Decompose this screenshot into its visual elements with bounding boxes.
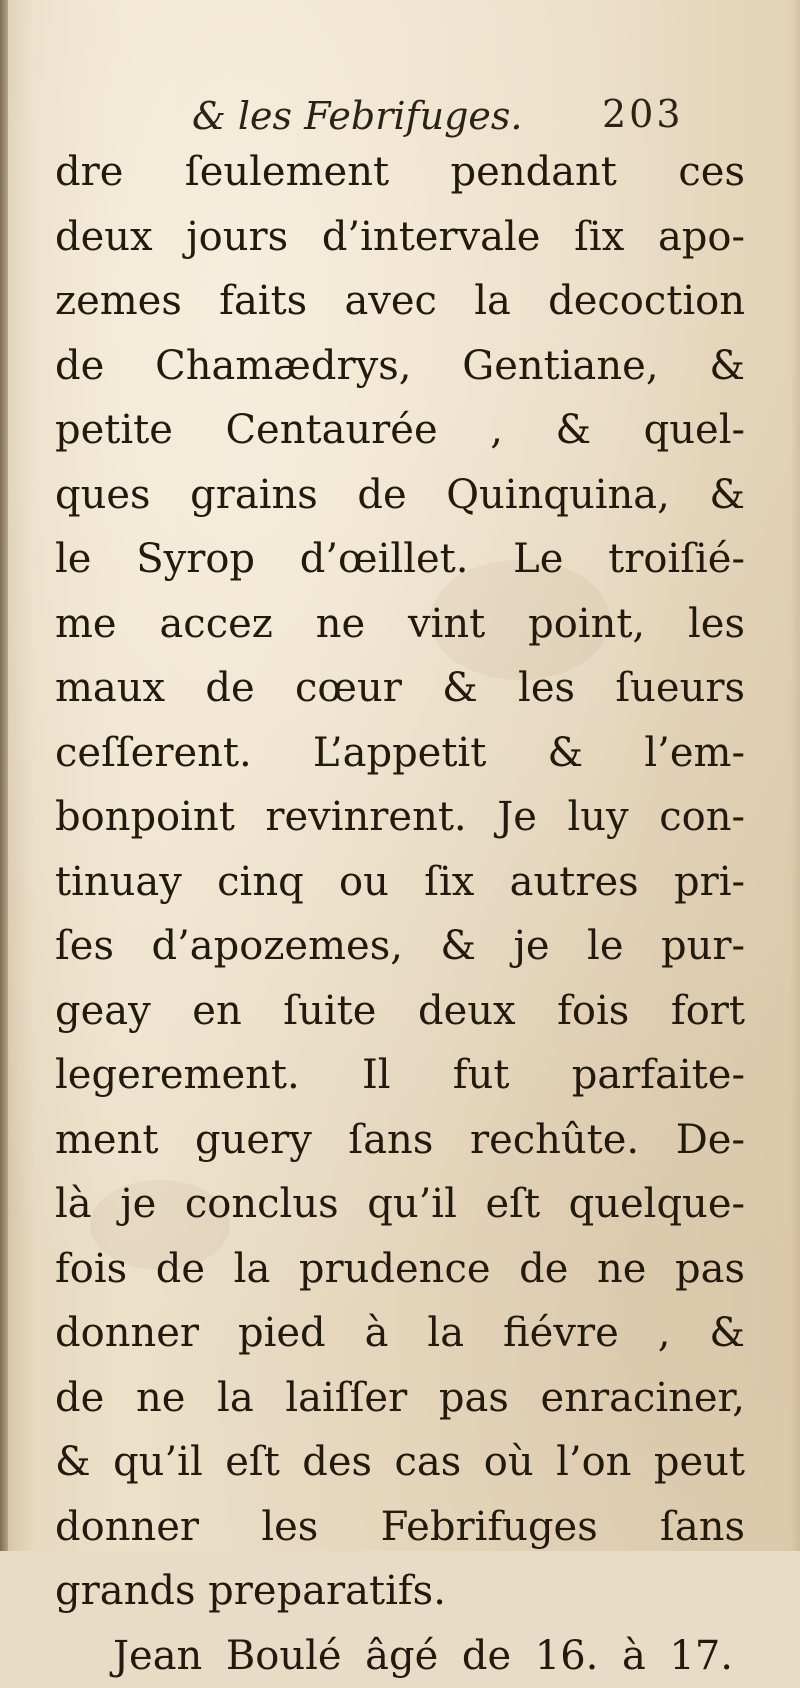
text-line: legerement. Il fut parfaite- <box>55 1043 745 1108</box>
text-line: de ne la laiſſer pas enraciner, <box>55 1366 745 1431</box>
text-line: maux de cœur & les ſueurs <box>55 656 745 721</box>
text-line: Jean Boulé âgé de 16. à 17. <box>55 1624 733 1688</box>
text-line: de Chamædrys, Gentiane, & <box>55 334 745 399</box>
text-line: fois de la prudence de ne pas <box>55 1237 745 1302</box>
text-line: dre ſeulement pendant ces <box>55 140 745 205</box>
page-header <box>0 84 800 144</box>
text-line: petite Centaurée , & quel- <box>55 398 745 463</box>
text-line: donner pied à la fiévre , & <box>55 1301 745 1366</box>
text-line: deux jours d’intervale ſix apo- <box>55 205 745 270</box>
text-line: le Syrop d’œillet. Le troiſié- <box>55 527 745 592</box>
text-line: tinuay cinq ou ſix autres pri- <box>55 850 745 915</box>
running-title: & les Febrifuges. <box>192 94 522 138</box>
text-line: geay en ſuite deux fois fort <box>55 979 745 1044</box>
text-line: grands preparatifs. <box>55 1559 745 1624</box>
text-line: ſes d’apozemes, & je le pur- <box>55 914 745 979</box>
text-line: ceſſerent. L’appetit & l’em- <box>55 721 745 786</box>
text-line: me accez ne vint point, les <box>55 592 745 657</box>
text-line: & qu’il eſt des cas où l’on peut <box>55 1430 745 1495</box>
binding-gutter <box>0 0 8 1551</box>
body-text <box>55 140 745 1688</box>
text-line: ment guery ſans rechûte. De- <box>55 1108 745 1173</box>
text-line: bonpoint revinrent. Je luy con- <box>55 785 745 850</box>
page-number: 203 <box>602 92 684 136</box>
text-line: là je conclus qu’il eſt quelque- <box>55 1172 745 1237</box>
text-line: donner les Febrifuges ſans <box>55 1495 745 1560</box>
text-line: zemes faits avec la decoction <box>55 269 745 334</box>
text-line: ques grains de Quinquina, & <box>55 463 745 528</box>
